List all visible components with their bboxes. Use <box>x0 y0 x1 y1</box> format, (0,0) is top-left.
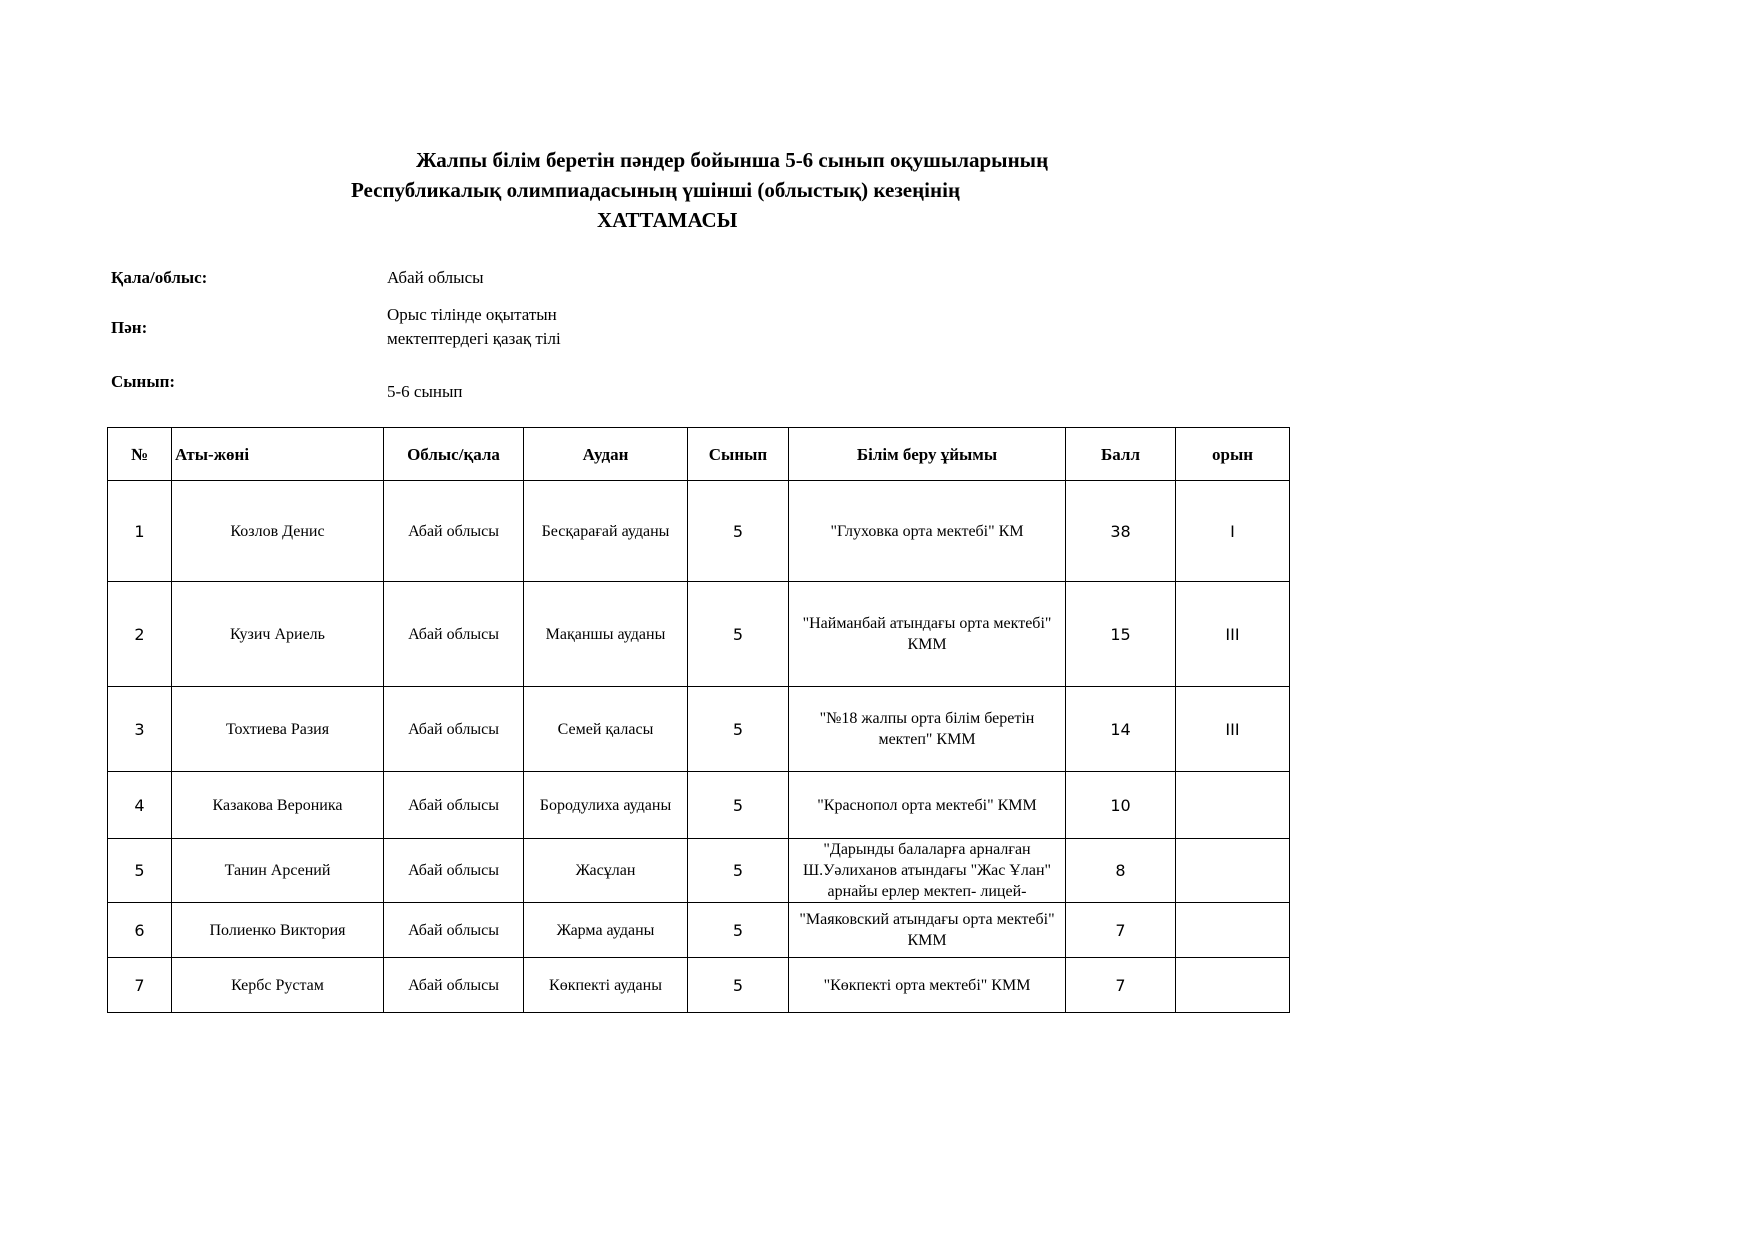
organization-text: "Дарынды балаларға арналған Ш.Уәлиханов атындағы "Жас Ұлан" арнайы ерлер мектеп- лицей- <box>802 841 1052 900</box>
results-table <box>107 427 1290 1013</box>
cell-no: 6 <box>108 903 172 958</box>
cell-organization: "Көкпекті орта мектебі" КММ <box>789 958 1066 1013</box>
cell-grade: 5 <box>688 481 789 582</box>
cell-grade: 5 <box>688 582 789 687</box>
cell-region: Абай облысы <box>384 481 524 582</box>
city-value: Абай облысы <box>387 268 484 287</box>
subject-value <box>387 303 561 351</box>
cell-place <box>1176 958 1290 1013</box>
header-grade: Сынып <box>688 428 789 481</box>
cell-region: Абай облысы <box>384 687 524 772</box>
cell-no: 4 <box>108 772 172 839</box>
cell-no: 5 <box>108 839 172 903</box>
cell-region: Абай облысы <box>384 958 524 1013</box>
title-line-3: ХАТТАМАСЫ <box>597 208 738 232</box>
header-district: Аудан <box>524 428 688 481</box>
table-row <box>108 772 1290 839</box>
cell-no: 3 <box>108 687 172 772</box>
cell-score: 10 <box>1066 772 1176 839</box>
cell-name: Танин Арсений <box>172 839 384 903</box>
cell-district: Семей қаласы <box>524 687 688 772</box>
cell-place: III <box>1176 582 1290 687</box>
title-line-1: Жалпы білім беретін пәндер бойынша 5-6 сынып оқушыларының <box>416 148 1049 172</box>
cell-no: 1 <box>108 481 172 582</box>
cell-place <box>1176 903 1290 958</box>
header-place: орын <box>1176 428 1290 481</box>
cell-place <box>1176 772 1290 839</box>
cell-name: Козлов Денис <box>172 481 384 582</box>
subject-value-line-1: Орыс тілінде оқытатын <box>387 305 557 324</box>
cell-name: Казакова Вероника <box>172 772 384 839</box>
cell-score: 8 <box>1066 839 1176 903</box>
cell-region: Абай облысы <box>384 582 524 687</box>
grade-label: Сынып: <box>111 372 176 391</box>
cell-organization: "Маяковский атындағы орта мектебі" КММ <box>789 903 1066 958</box>
cell-score: 7 <box>1066 958 1176 1013</box>
header-organization: Білім беру ұйымы <box>789 428 1066 481</box>
cell-organization: "Найманбай атындағы орта мектебі" КММ <box>789 582 1066 687</box>
cell-organization: "Глуховка орта мектебі" КМ <box>789 481 1066 582</box>
cell-district: Жарма ауданы <box>524 903 688 958</box>
cell-organization: "Краснопол орта мектебі" КММ <box>789 772 1066 839</box>
cell-score: 14 <box>1066 687 1176 772</box>
header-region: Облыс/қала <box>384 428 524 481</box>
table-row <box>108 958 1290 1013</box>
cell-place: III <box>1176 687 1290 772</box>
subject-value-line-2: мектептердегі қазақ тілі <box>387 329 561 348</box>
table-row <box>108 839 1290 903</box>
cell-grade: 5 <box>688 903 789 958</box>
table-row <box>108 903 1290 958</box>
title-line-2: Республикалық олимпиадасының үшінші (облыстық) кезеңінің <box>351 178 961 202</box>
header-score: Балл <box>1066 428 1176 481</box>
header-name: Аты-жөні <box>172 428 384 481</box>
cell-region: Абай облысы <box>384 772 524 839</box>
cell-name: Тохтиева Разия <box>172 687 384 772</box>
cell-region: Абай облысы <box>384 839 524 903</box>
subject-label: Пән: <box>111 318 148 337</box>
table-row <box>108 582 1290 687</box>
table-row <box>108 687 1290 772</box>
cell-organization <box>789 839 1066 903</box>
cell-district: Мақаншы ауданы <box>524 582 688 687</box>
cell-place <box>1176 839 1290 903</box>
cell-score: 7 <box>1066 903 1176 958</box>
cell-organization: "№18 жалпы орта білім беретін мектеп" КММ <box>789 687 1066 772</box>
cell-name: Кузич Ариель <box>172 582 384 687</box>
cell-no: 2 <box>108 582 172 687</box>
table-header-row <box>108 428 1290 481</box>
table-row <box>108 481 1290 582</box>
cell-region: Абай облысы <box>384 903 524 958</box>
cell-no: 7 <box>108 958 172 1013</box>
cell-district: Бесқарағай ауданы <box>524 481 688 582</box>
header-no: № <box>108 428 172 481</box>
cell-name: Полиенко Виктория <box>172 903 384 958</box>
cell-grade: 5 <box>688 687 789 772</box>
cell-place: I <box>1176 481 1290 582</box>
cell-grade: 5 <box>688 958 789 1013</box>
cell-district: Жасұлан <box>524 839 688 903</box>
cell-grade: 5 <box>688 839 789 903</box>
city-label: Қала/облыс: <box>111 268 208 287</box>
cell-district: Көкпекті ауданы <box>524 958 688 1013</box>
cell-score: 15 <box>1066 582 1176 687</box>
cell-grade: 5 <box>688 772 789 839</box>
cell-district: Бородулиха ауданы <box>524 772 688 839</box>
cell-name: Кербс Рустам <box>172 958 384 1013</box>
grade-value: 5-6 сынып <box>387 382 463 401</box>
cell-score: 38 <box>1066 481 1176 582</box>
